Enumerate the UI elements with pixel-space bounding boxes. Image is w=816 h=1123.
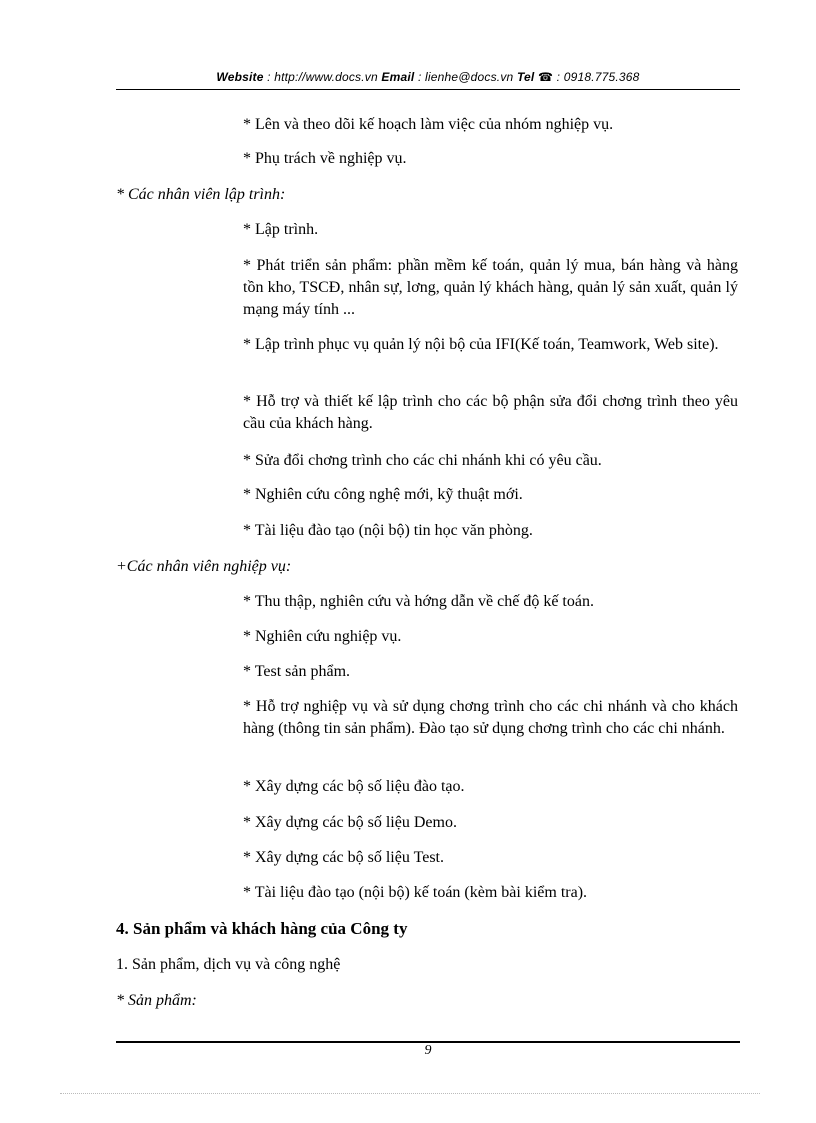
heading-business-staff: +Các nhân viên nghiệp vụ: bbox=[116, 558, 292, 575]
email-label: Email bbox=[381, 70, 415, 84]
website-value: : http://www.docs.vn bbox=[263, 70, 382, 84]
paragraph-support-business: * Hỗ trợ nghiệp vụ và sử dụng chơng trình cho các chi nhánh và cho khách hàng (thông tin sản phẩm). Đào tạo sử dụng chơng trình cho các chi nhánh. bbox=[243, 698, 738, 737]
paragraph-data-test: * Xây dựng các bộ số liệu Test. bbox=[243, 849, 444, 866]
page-bottom-border bbox=[60, 1093, 760, 1094]
paragraph-research-business: * Nghiên cứu nghiệp vụ. bbox=[243, 628, 402, 645]
header-divider bbox=[116, 89, 740, 90]
subheading-products-services: 1. Sản phẩm, dịch vụ và công nghệ bbox=[116, 956, 341, 973]
paragraph-support-design: * Hỗ trợ và thiết kế lập trình cho các bộ phận sửa đổi chơng trình theo yêu cầu của khách hàng. bbox=[243, 393, 738, 432]
phone-icon: ☎ bbox=[537, 70, 554, 84]
paragraph-training-it: * Tài liệu đào tạo (nội bộ) tin học văn phòng. bbox=[243, 522, 533, 539]
email-value: : lienhe@docs.vn bbox=[414, 70, 517, 84]
paragraph-programming: * Lập trình. bbox=[243, 221, 319, 238]
paragraph-responsible: * Phụ trách về nghiệp vụ. bbox=[243, 150, 407, 167]
page-header bbox=[116, 70, 740, 84]
paragraph-plan: * Lên và theo dõi kế hoạch làm việc của nhóm nghiệp vụ. bbox=[243, 116, 614, 133]
tel-label: Tel bbox=[516, 70, 535, 84]
paragraph-product-dev: * Phát triển sản phẩm: phần mềm kế toán, quản lý mua, bán hàng và hàng tồn kho, TSCĐ, nhân sự, lơng, quản lý khách hàng, quản lý sản xuất, quản lý mạng máy tính ... bbox=[243, 257, 738, 318]
paragraph-data-training: * Xây dựng các bộ số liệu đào tạo. bbox=[243, 778, 465, 795]
heading-products: * Sản phẩm: bbox=[116, 992, 197, 1009]
paragraph-training-accounting: * Tài liệu đào tạo (nội bộ) kế toán (kèm bài kiểm tra). bbox=[243, 884, 588, 901]
paragraph-research-tech: * Nghiên cứu công nghệ mới, kỹ thuật mới. bbox=[243, 486, 523, 503]
section-heading-products-customers: 4. Sản phẩm và khách hàng của Công ty bbox=[116, 919, 408, 938]
paragraph-data-demo: * Xây dựng các bộ số liệu Demo. bbox=[243, 814, 457, 831]
page-number: 9 bbox=[424, 1043, 432, 1058]
tel-value: : 0918.775.368 bbox=[553, 70, 640, 84]
paragraph-internal: * Lập trình phục vụ quản lý nội bộ của IFI(Kế toán, Teamwork, Web site). bbox=[243, 336, 719, 353]
website-label: Website bbox=[216, 70, 264, 84]
heading-programmers: * Các nhân viên lập trình: bbox=[116, 186, 286, 203]
paragraph-collect: * Thu thập, nghiên cứu và hớng dẫn về chế độ kế toán. bbox=[243, 593, 594, 610]
paragraph-modify: * Sửa đổi chơng trình cho các chi nhánh khi có yêu cầu. bbox=[243, 452, 602, 469]
paragraph-test: * Test sản phẩm. bbox=[243, 663, 351, 680]
